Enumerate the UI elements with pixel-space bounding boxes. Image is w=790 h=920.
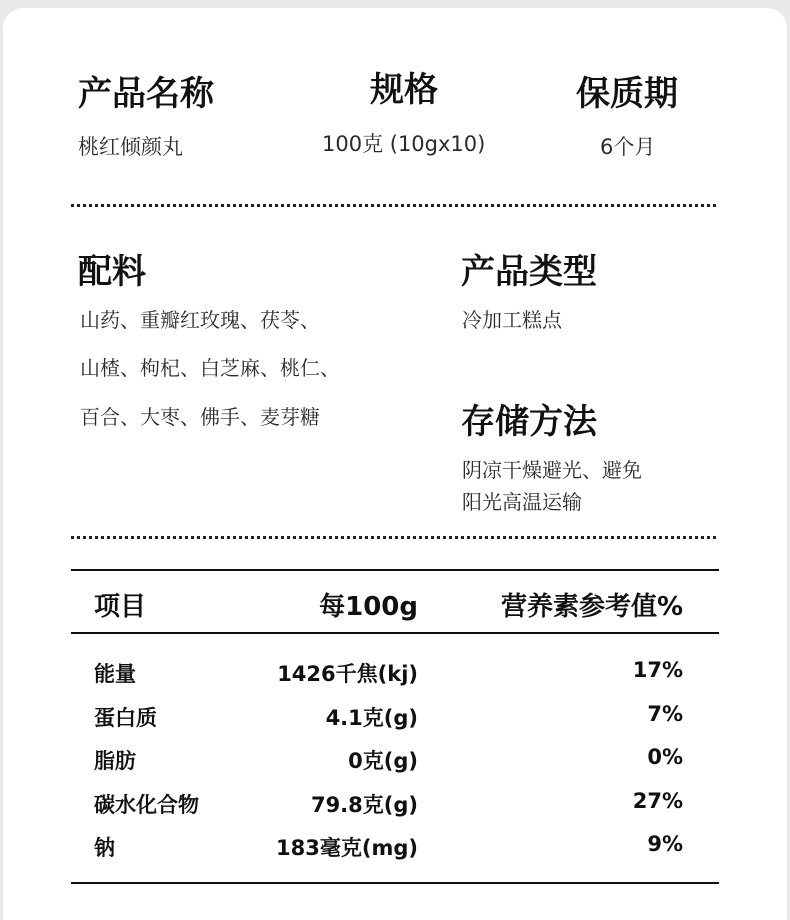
ingredients-line: 百合、大枣、佛手、麦芽糖 (80, 405, 320, 429)
table-row-item: 钠 (94, 836, 115, 860)
table-row-per100g: 1426千焦(kj) (277, 662, 418, 686)
table-row-nrv: 0% (647, 745, 683, 769)
table-row-nrv: 9% (647, 832, 683, 856)
table-row-item: 能量 (94, 662, 136, 686)
table-top-rule (71, 569, 719, 571)
product-name-label: 产品名称 (78, 74, 214, 114)
table-row-nrv: 27% (632, 789, 683, 813)
storage-line: 阳光高温运输 (462, 490, 582, 514)
product-type-value: 冷加工糕点 (462, 308, 562, 332)
shelf-life-label: 保质期 (576, 74, 678, 114)
spec-value: 100克 (10gx10) (322, 132, 486, 156)
dotted-divider-middle (71, 536, 716, 539)
header-per100g: 每100g (319, 592, 418, 622)
storage-line: 阴凉干燥避光、避免 (462, 458, 642, 482)
table-row-nrv: 17% (632, 658, 683, 682)
product-name-value: 桃红倾颜丸 (78, 135, 183, 159)
table-header-rule (71, 632, 719, 634)
table-row-per100g: 79.8克(g) (310, 793, 418, 817)
header-nrv: 营养素参考值% (500, 592, 683, 622)
table-row-item: 脂肪 (94, 749, 136, 773)
table-row-per100g: 0克(g) (348, 749, 418, 773)
table-row-item: 碳水化合物 (94, 793, 199, 817)
table-row-nrv: 7% (647, 702, 683, 726)
product-type-title: 产品类型 (461, 252, 597, 292)
storage-title: 存储方法 (461, 402, 597, 442)
table-row-per100g: 183毫克(mg) (276, 836, 418, 860)
shelf-life-value: 6个月 (600, 135, 656, 159)
ingredients-title: 配料 (78, 252, 146, 292)
table-bottom-rule (71, 882, 719, 884)
table-row-item: 蛋白质 (94, 706, 157, 730)
header-item: 项目 (94, 592, 147, 622)
dotted-divider-top (71, 204, 716, 207)
table-row-per100g: 4.1克(g) (325, 706, 418, 730)
ingredients-line: 山楂、枸杞、白芝麻、桃仁、 (80, 356, 340, 380)
ingredients-line: 山药、重瓣红玫瑰、茯苓、 (80, 308, 320, 332)
spec-label: 规格 (370, 70, 438, 110)
